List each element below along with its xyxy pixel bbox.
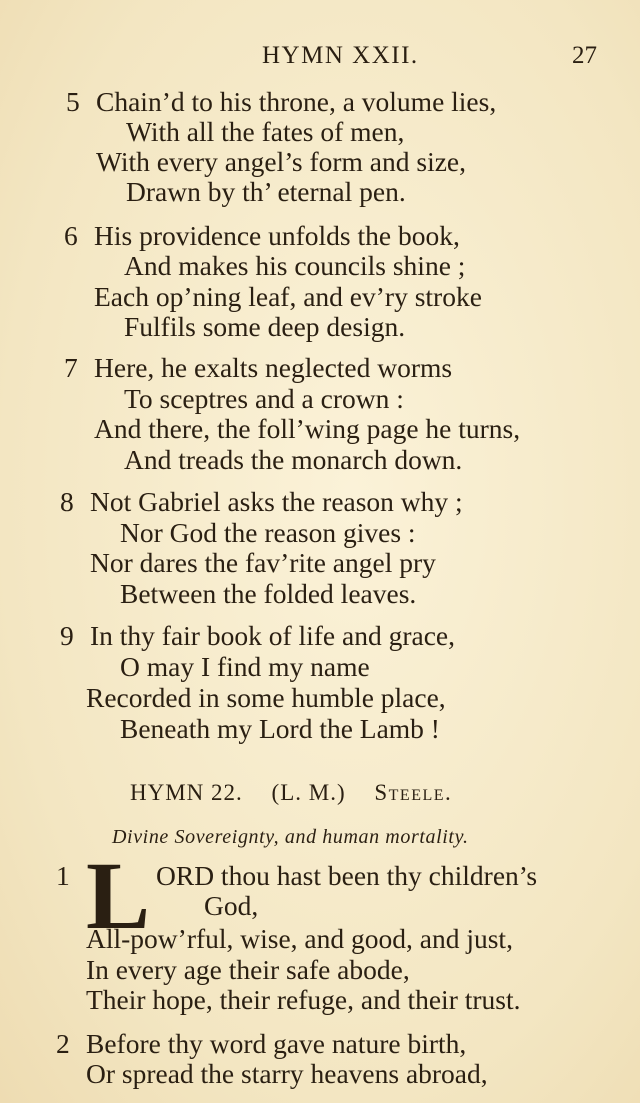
verse-line: And there, the foll’wing page he turns, [94, 413, 521, 444]
verse-line: Each op’ning leaf, and ev’ry stroke [94, 281, 482, 312]
verse-number: 9 [60, 620, 74, 651]
verse-line: Drawn by th’ eternal pen. [126, 176, 406, 207]
verse-line: Beneath my Lord the Lamb ! [120, 713, 440, 744]
hymn-heading [130, 780, 474, 806]
verse-line: Nor dares the fav’rite angel pry [90, 547, 436, 578]
verse-number: 8 [60, 486, 74, 517]
verse-line: In every age their safe abode, [86, 954, 410, 985]
verse-line: Chain’d to his throne, a volume lies, [96, 86, 497, 117]
verse-line: To sceptres and a crown : [124, 383, 404, 414]
verse-line: Fulfils some deep design. [124, 311, 406, 342]
verse-number: 5 [66, 86, 80, 117]
verse-line: ORD thou hast been thy children’s [156, 860, 538, 891]
verse-line: Nor God the reason gives : [120, 517, 416, 548]
verse-line: Their hope, their refuge, and their trust. [86, 984, 521, 1015]
hymn-author: Steele. [374, 780, 453, 805]
verse-line: His providence unfolds the book, [94, 220, 460, 251]
verse-line: And makes his councils shine ; [124, 250, 466, 281]
verse-line: O may I find my name [120, 651, 370, 682]
verse-line: God, [204, 890, 259, 921]
verse-line: Recorded in some humble place, [86, 682, 446, 713]
verse-line: And treads the monarch down. [124, 444, 463, 475]
hymn-number: HYMN 22. [130, 780, 243, 805]
verse-line: With every angel’s form and size, [96, 146, 467, 177]
verse-line: Here, he exalts neglected worms [94, 352, 453, 383]
hymn-subtitle: Divine Sovereignty, and human mortality. [112, 826, 469, 848]
verse-number: 7 [64, 352, 78, 383]
page-number: 27 [572, 42, 597, 69]
verse-line: In thy fair book of life and grace, [90, 620, 455, 651]
drop-cap: L [86, 842, 151, 949]
verse-number: 1 [56, 860, 70, 891]
verse-line: Between the folded leaves. [120, 578, 417, 609]
running-header-title: HYMN XXII. [262, 42, 419, 69]
verse-line: All-pow’rful, wise, and good, and just, [86, 923, 513, 954]
verse-line: Not Gabriel asks the reason why ; [90, 486, 463, 517]
verse-number: 2 [56, 1028, 70, 1059]
verse-line: With all the fates of men, [126, 116, 405, 147]
verse-line: Before thy word gave nature birth, [86, 1028, 467, 1059]
verse-line: Or spread the starry heavens abroad, [86, 1058, 488, 1089]
hymn-meter: (L. M.) [271, 780, 346, 805]
verse-number: 6 [64, 220, 78, 251]
